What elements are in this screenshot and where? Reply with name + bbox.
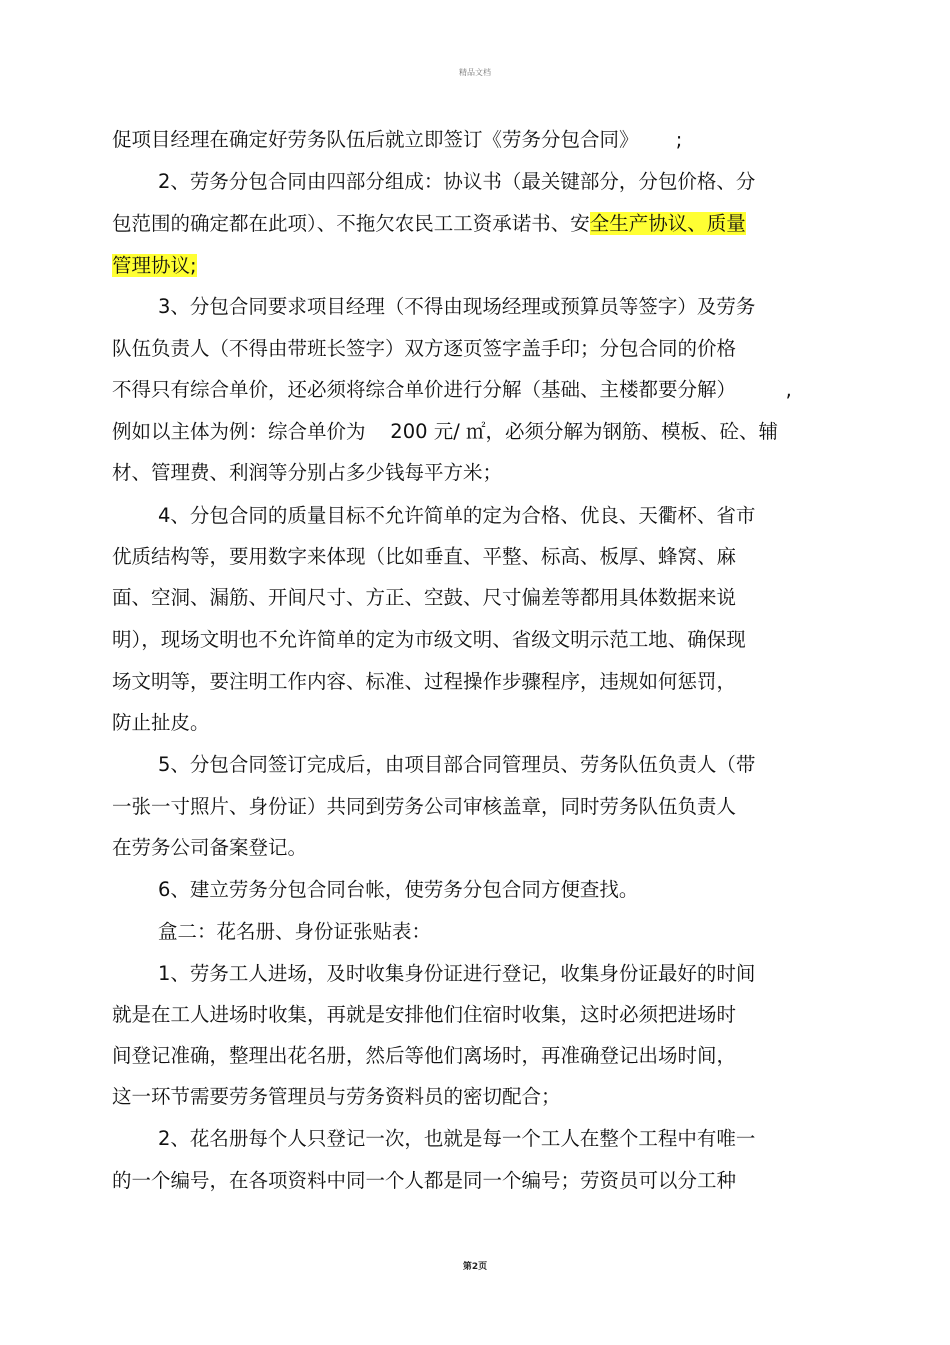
highlighted-text: 管理协议; (112, 254, 197, 277)
text-line: 盒二：花名册、身份证张贴表： (158, 920, 432, 943)
text-line: 1、劳务工人进场，及时收集身份证进行登记，收集身份证最好的时间 (158, 962, 756, 985)
text-line: 场文明等，要注明工作内容、标准、过程操作步骤程序，违规如何惩罚， (112, 670, 737, 693)
text-line: 5、分包合同签订完成后，由项目部合同管理员、劳务队伍负责人（带 (158, 753, 756, 776)
text-line: 面、空洞、漏筋、开间尺寸、方正、空鼓、尺寸偏差等都用具体数据来说 (112, 586, 737, 609)
page-number: 第2页 (462, 1262, 488, 1272)
text-line: 2、劳务分包合同由四部分组成：协议书（最关键部分，分包价格、分 (158, 170, 756, 193)
text-line: 促项目经理在确定好劳务队伍后就立即签订《劳务分包合同》 ; (112, 128, 683, 151)
text-line: 2、花名册每个人只登记一次，也就是每一个工人在整个工程中有唯一 (158, 1127, 756, 1150)
text-line: 就是在工人进场时收集，再就是安排他们住宿时收集，这时必须把进场时 (112, 1003, 737, 1026)
text-segment: 包范围的确定都在此项）、不拖欠农民工工资承诺书、安 (112, 212, 590, 235)
text-line: 在劳务公司备案登记。 (112, 836, 308, 859)
text-line (112, 210, 746, 238)
text-line: 的一个编号，在各项资料中同一个人都是同一个编号；劳资员可以分工种 (112, 1169, 737, 1192)
text-line: 例如以主体为例：综合单价为 200 元/ ㎡，必须分解为钢筋、模板、砼、辅 (112, 420, 778, 443)
text-line: 6、建立劳务分包合同台帐，使劳务分包合同方便查找。 (158, 878, 639, 901)
text-line: 间登记准确，整理出花名册，然后等他们离场时，再准确登记出场时间， (112, 1044, 737, 1067)
text-line: 不得只有综合单价，还必须将综合单价进行分解（基础、主楼都要分解） , (112, 378, 792, 401)
text-line: 4、分包合同的质量目标不允许简单的定为合格、优良、天衢杯、省市 (158, 504, 756, 527)
text-line: 材、管理费、利润等分别占多少钱每平方米； (112, 461, 503, 484)
text-line: 防止扯皮。 (112, 711, 210, 734)
text-line: 3、分包合同要求项目经理（不得由现场经理或预算员等签字）及劳务 (158, 295, 756, 318)
text-line: 优质结构等，要用数字来体现（比如垂直、平整、标高、板厚、蜂窝、麻 (112, 545, 737, 568)
text-line: 这一环节需要劳务管理员与劳务资料员的密切配合； (112, 1085, 561, 1108)
text-line (112, 252, 197, 280)
page-header: 精品文档 (459, 68, 491, 77)
text-line: 队伍负责人（不得由带班长签字）双方逐页签字盖手印；分包合同的价格 (112, 337, 737, 360)
text-line: 明），现场文明也不允许简单的定为市级文明、省级文明示范工地、确保现 (112, 628, 746, 651)
text-line: 一张一寸照片、身份证）共同到劳务公司审核盖章，同时劳务队伍负责人 (112, 795, 737, 818)
highlighted-text: 全生产协议、质量 (589, 212, 746, 235)
